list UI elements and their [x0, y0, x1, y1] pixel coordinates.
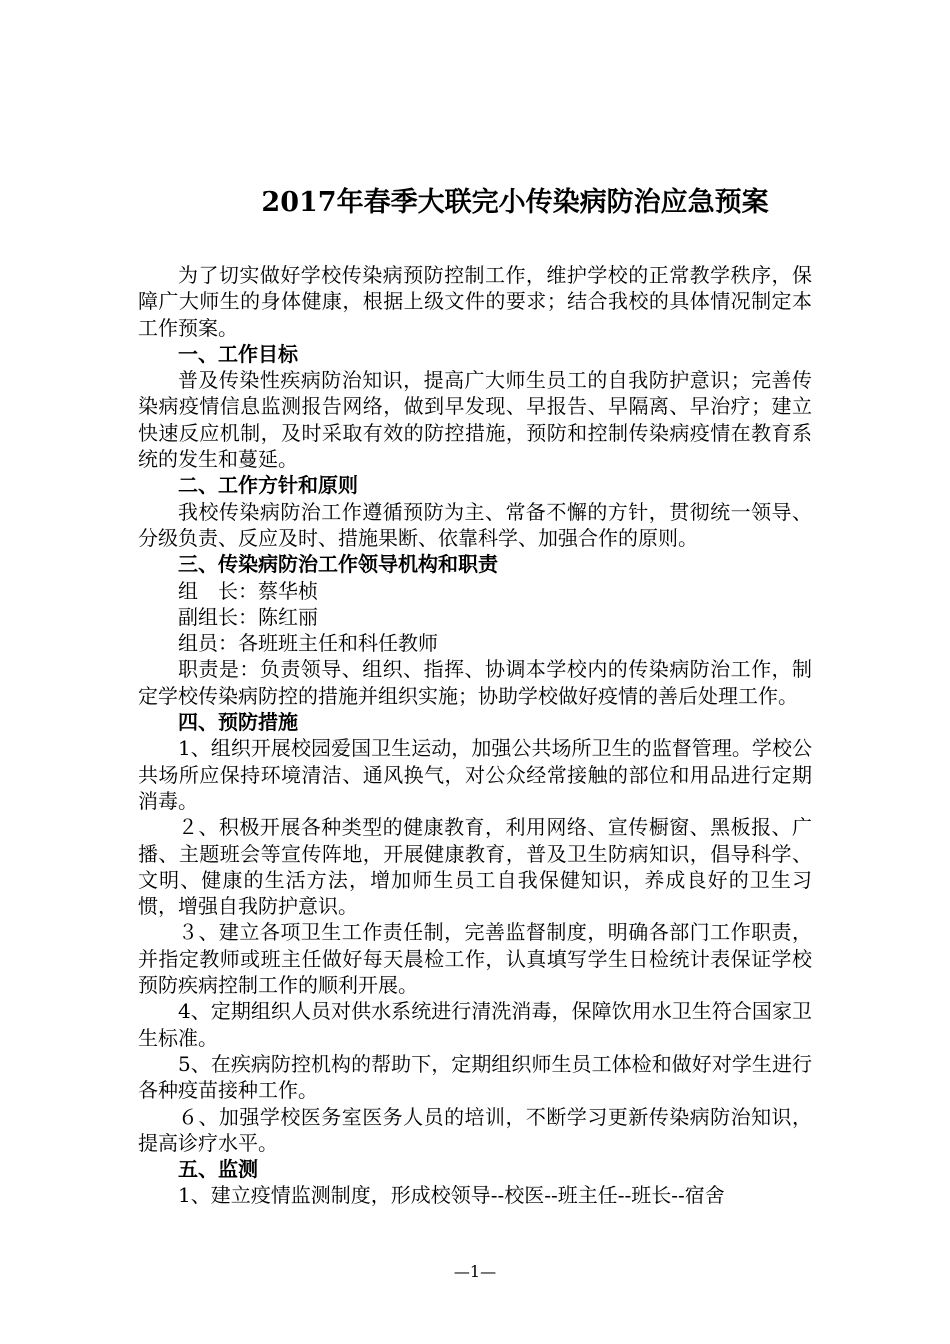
prevention-item-5: 5、在疾病防控机构的帮助下，定期组织师生员工体检和做好对学生进行各种疫苗接种工作。 [138, 1051, 812, 1103]
paragraph: 我校传染病防治工作遵循预防为主、常备不懈的方针，贯彻统一领导、分级负责、反应及时、措施果断、依靠科学、加强合作的原则。 [138, 499, 812, 550]
monitoring-item-1: 1、建立疫情监测制度，形成校领导--校医--班主任--班长--宿舍 [178, 1183, 725, 1208]
section-heading-goals: 一、工作目标 [178, 341, 298, 366]
paragraph: 普及传染性疾病防治知识，提高广大师生员工的自我防护意识；完善传染病疫情信息监测报告网络，做到早发现、早报告、早隔离、早治疗；建立快速反应机制，及时采取有效的防控措施，预防和控制传染病疫情在教育系统的发生和蔓延。 [138, 368, 812, 472]
members-line: 组员：各班班主任和科任教师 [178, 631, 438, 656]
section-heading-prevention: 四、预防措施 [178, 710, 298, 735]
page-number: —1— [453, 1262, 497, 1281]
section-heading-leadership: 三、传染病防治工作领导机构和职责 [178, 552, 498, 577]
prevention-item-2: ２、积极开展各种类型的健康教育，利用网络、宣传橱窗、黑板报、广播、主题班会等宣传阵地，开展健康教育，普及卫生防病知识，倡导科学、文明、健康的生活方法，增加师生员工自我保健知识，养成良好的卫生习惯，增强自我防护意识。 [138, 815, 812, 919]
prevention-item-6: ６、加强学校医务室医务人员的培训，不断学习更新传染病防治知识，提高诊疗水平。 [138, 1104, 812, 1155]
section-heading-principles: 二、工作方针和原则 [178, 473, 358, 498]
prevention-item-4: 4、定期组织人员对供水系统进行清洗消毒，保障饮用水卫生符合国家卫生标准。 [138, 999, 812, 1050]
section-heading-monitoring: 五、监测 [178, 1157, 258, 1182]
duties-paragraph: 职责是：负责领导、组织、指挥、协调本学校内的传染病防治工作，制定学校传染病防控的措施并组织实施；协助学校做好疫情的善后处理工作。 [138, 657, 812, 708]
leader-line: 组 长：蔡华桢 [178, 578, 318, 603]
prevention-item-1: 1、组织开展校园爱国卫生运动，加强公共场所卫生的监督管理。学校公共场所应保持环境清洁、通风换气，对公众经常接触的部位和用品进行定期消毒。 [138, 736, 812, 813]
document-title: 2017年春季大联完小传染病防治应急预案 [261, 187, 769, 218]
document-body [138, 262, 812, 1209]
prevention-item-3: ３、建立各项卫生工作责任制，完善监督制度，明确各部门工作职责，并指定教师或班主任做好每天晨检工作，认真填写学生日检统计表保证学校预防疾病控制工作的顺利开展。 [138, 920, 812, 998]
intro-paragraph: 为了切实做好学校传染病预防控制工作，维护学校的正常教学秩序，保障广大师生的身体健康，根据上级文件的要求；结合我校的具体情况制定本工作预案。 [138, 263, 812, 340]
deputy-leader-line: 副组长：陈红丽 [178, 604, 318, 629]
